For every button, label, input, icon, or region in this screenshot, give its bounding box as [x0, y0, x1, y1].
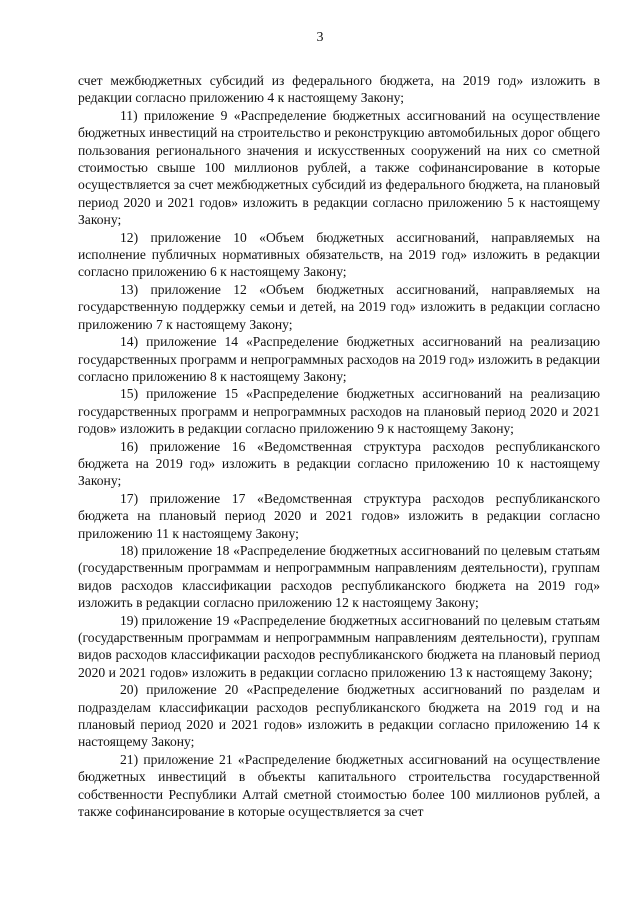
paragraph-item-12: 12) приложение 10 «Объем бюджетных ассигнований, направляемых на исполнение публичных нормативных обязательств, на 2019 год» изложить в редакции согласно приложению 6 к настоящему Закону;	[78, 229, 600, 280]
paragraph-item-14: 14) приложение 14 «Распределение бюджетных ассигнований на реализацию государственных программ и непрограммных расходов на 2019 год» изложить в редакции согласно приложению 8 к настоящему Закону;	[78, 334, 600, 384]
document-body	[78, 72, 600, 820]
paragraph-item-13: 13) приложение 12 «Объем бюджетных ассигнований, направляемых на государственную поддержку семьи и детей, на 2019 год» изложить в редакции согласно приложению 7 к настоящему Закону;	[78, 281, 600, 332]
paragraph-item-20: 20) приложение 20 «Распределение бюджетных ассигнований по разделам и подразделам классификации расходов республиканского бюджета на 2019 год и на плановый период 2020 и 2021 годов» изложить в редакции согласно приложению 14 к настоящему Закону;	[78, 682, 600, 750]
paragraph-item-19: 19) приложение 19 «Распределение бюджетных ассигнований по целевым статьям (государственным программам и непрограммным направлениям деятельности), группам видов расходов классификации расходов республиканского бюджета на плановый период 2020 и 2021 годов» изложить в редакции согласно приложению 13 к настоящему Закону;	[78, 612, 600, 680]
paragraph-item-11: 11) приложение 9 «Распределение бюджетных ассигнований на осуществление бюджетных инвестиций на строительство и реконструкцию автомобильных дорог общего пользования регионального значения и искусственных сооружений на них со сметной стоимостью свыше 100 миллионов рублей, а также софинансирование в которые осуществляется за счет межбюджетных субсидий из федерального бюджета, на плановый период 2020 и 2021 годов» изложить в редакции согласно приложению 5 к настоящему Закону;	[78, 107, 600, 228]
paragraph-item-15: 15) приложение 15 «Распределение бюджетных ассигнований на реализацию государственных программ и непрограммных расходов на плановый период 2020 и 2021 годов» изложить в редакции согласно приложению 9 к настоящему Закону;	[78, 386, 600, 437]
paragraph-item-21: 21) приложение 21 «Распределение бюджетных ассигнований на осуществление бюджетных инвестиций в объекты капитального строительства государственной собственности Республики Алтай сметной стоимостью более 100 миллионов рублей, а также софинансирование в которые осуществляется за счет	[78, 751, 600, 820]
paragraph-item-17: 17) приложение 17 «Ведомственная структура расходов республиканского бюджета на плановый период 2020 и 2021 годов» изложить в редакции согласно приложению 11 к настоящему Закону;	[78, 490, 600, 541]
paragraph-item-16: 16) приложение 16 «Ведомственная структура расходов республиканского бюджета на 2019 год» изложить в редакции согласно приложению 10 к настоящему Закону;	[78, 438, 600, 489]
paragraph-item-18: 18) приложение 18 «Распределение бюджетных ассигнований по целевым статьям (государственным программам и непрограммным направлениям деятельности), группам видов расходов классификации расходов республиканского бюджета на 2019 год» изложить в редакции согласно приложению 12 к настоящему Закону;	[78, 542, 600, 611]
page-number: 3	[316, 30, 324, 45]
paragraph-continuation: счет межбюджетных субсидий из федерального бюджета, на 2019 год» изложить в редакции согласно приложению 4 к настоящему Закону;	[78, 73, 600, 106]
